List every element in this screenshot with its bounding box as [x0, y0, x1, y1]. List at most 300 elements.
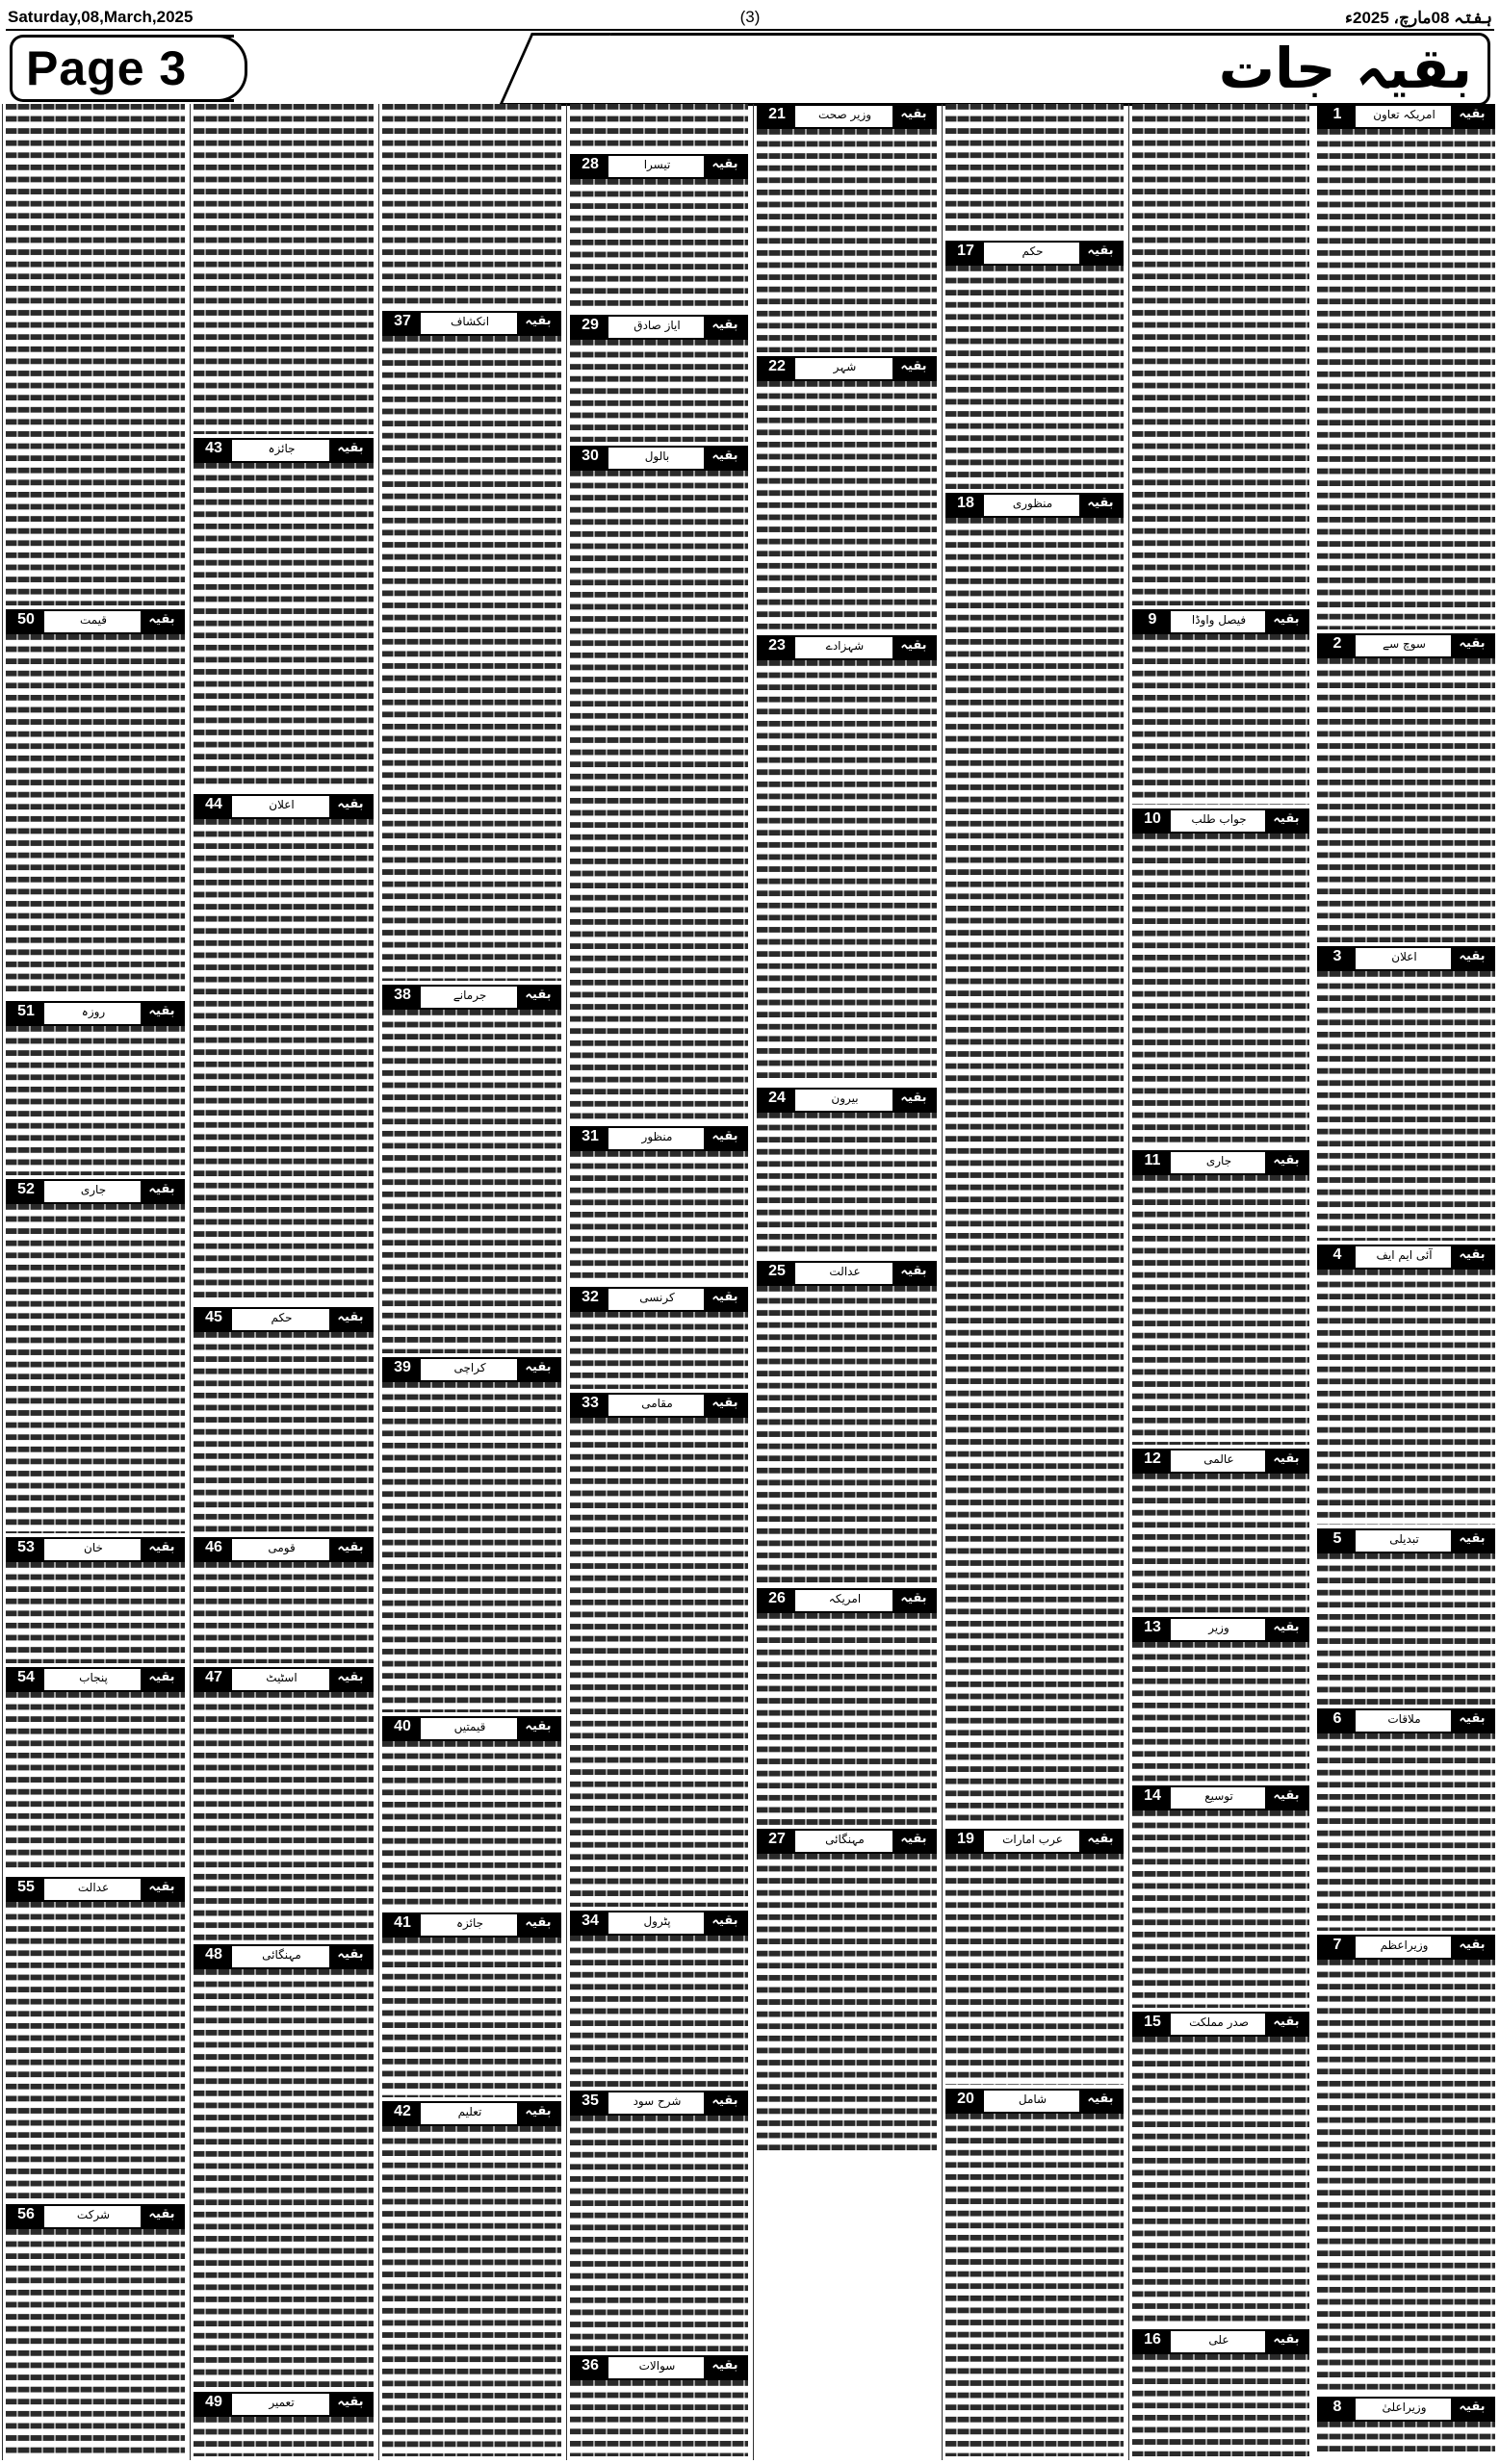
- story-header: [1317, 1935, 1495, 1960]
- story-number: 3: [1319, 948, 1356, 969]
- story-number: 31: [572, 1128, 608, 1149]
- story-number: 25: [759, 1263, 795, 1284]
- story-body-text: [194, 1969, 374, 2388]
- story-title: اعلان: [1391, 950, 1417, 963]
- story-body-text: [6, 1692, 185, 1873]
- story-header: [757, 1829, 937, 1854]
- story-body-text: [570, 179, 748, 311]
- page-label: Page 3: [26, 41, 188, 95]
- story-header: [570, 2091, 748, 2116]
- story-header: [757, 1588, 937, 1613]
- column-6: [378, 104, 564, 2460]
- story-body-text: [1132, 1642, 1309, 1782]
- continued-tag: بقیہ: [1451, 1937, 1493, 1958]
- story-title: حکم: [271, 1311, 293, 1324]
- story-number: 15: [1134, 2014, 1171, 2035]
- story-number: 47: [195, 1669, 232, 1690]
- story-title: عدالت: [829, 1265, 861, 1278]
- story-header: [757, 1261, 937, 1286]
- story-body-text: [6, 2229, 185, 2456]
- story-title: اعلان: [269, 798, 295, 811]
- continued-tag: بقیہ: [704, 1912, 746, 1934]
- story-21: [757, 104, 937, 352]
- story-header: [194, 1667, 374, 1692]
- story-header: [945, 2089, 1124, 2114]
- story-header: [382, 1357, 561, 1382]
- story-body-text: [1317, 129, 1495, 629]
- story-body-text: [1132, 2037, 1309, 2325]
- story-body-text: [945, 266, 1124, 489]
- story-body-text: [1317, 971, 1495, 1241]
- page-label-arc: [218, 35, 247, 102]
- story-body-text: [6, 1902, 185, 2200]
- story-title: سوالات: [638, 2359, 676, 2373]
- story-header: [194, 2392, 374, 2417]
- story-header: [757, 104, 937, 129]
- story-number: 35: [572, 2092, 608, 2114]
- story-number: 23: [759, 637, 795, 658]
- story-body-text: [6, 1026, 185, 1175]
- story-body-text: [382, 1010, 561, 1353]
- story-title: جاری: [80, 1183, 107, 1196]
- story-header: [1132, 609, 1309, 634]
- story-header: [6, 1537, 185, 1562]
- story-title: پنجاب: [79, 1671, 108, 1684]
- story-body-text: [570, 471, 748, 1122]
- story-body-text: [194, 819, 374, 1303]
- story-title: عالمی: [1203, 1452, 1234, 1466]
- continued-tag: بقیہ: [329, 796, 372, 817]
- story-number: 39: [384, 1359, 421, 1380]
- story-body-text: [1317, 1553, 1495, 1705]
- continued-tag: بقیہ: [1451, 1710, 1493, 1732]
- story-title: وزیر: [1208, 1621, 1229, 1634]
- story-number: 5: [1319, 1530, 1356, 1552]
- story-2: [1317, 633, 1495, 942]
- story-17: [945, 241, 1124, 489]
- continued-tag: بقیہ: [517, 987, 559, 1008]
- story-title: وزیراعلیٰ: [1382, 2400, 1427, 2414]
- page-label-box: [10, 35, 234, 102]
- story-number: 12: [1134, 1450, 1171, 1472]
- english-date: Saturday,08,March,2025: [8, 8, 194, 26]
- story-title: حکم: [1022, 244, 1044, 258]
- continued-tag: بقیہ: [141, 1539, 183, 1560]
- story-body-text: [757, 1113, 937, 1257]
- story-body-text: [1132, 1474, 1309, 1613]
- story-number: 52: [8, 1181, 44, 1202]
- continued-tag: بقیہ: [892, 106, 935, 127]
- story-header: [194, 1307, 374, 1332]
- story-number: 49: [195, 2394, 232, 2415]
- story-header: [1132, 1150, 1309, 1175]
- story-title: مہنگائی: [825, 1833, 865, 1846]
- story-title: اسٹیٹ: [266, 1671, 297, 1684]
- story-body-text: [570, 2380, 748, 2456]
- story-number: 13: [1134, 1619, 1171, 1640]
- story-body-text: [194, 1332, 374, 1533]
- story-10: [1132, 808, 1309, 1146]
- story-header: [1317, 1528, 1495, 1553]
- continued-tag: بقیہ: [517, 1914, 559, 1936]
- story-header: [6, 1179, 185, 1204]
- story-title: تعمیر: [269, 2396, 295, 2409]
- story-header: [382, 2101, 561, 2126]
- story-39: [382, 1357, 561, 1712]
- story-header: [382, 1912, 561, 1938]
- story-title: وزیراعظم: [1380, 1938, 1429, 1952]
- story-body-text: [570, 2116, 748, 2351]
- story-number: 43: [195, 440, 232, 461]
- story-header: [6, 609, 185, 634]
- story-27: [757, 1829, 937, 2152]
- story-header: [382, 1716, 561, 1741]
- story-header: [757, 635, 937, 660]
- story-title: عرب امارات: [1002, 1833, 1063, 1846]
- story-30: [570, 446, 748, 1122]
- continued-tag: بقیہ: [141, 611, 183, 632]
- continued-tag: بقیہ: [329, 2394, 372, 2415]
- story-3: [1317, 946, 1495, 1241]
- story-body-text: [194, 2417, 374, 2456]
- story-23: [757, 635, 937, 1084]
- story-14: [1132, 1785, 1309, 2008]
- story-body-text: [6, 1562, 185, 1663]
- story-body-text: [757, 660, 937, 1084]
- story-26: [757, 1588, 937, 1825]
- story-continued: [1132, 104, 1309, 605]
- column-5: [566, 104, 751, 2460]
- story-header: [570, 1126, 748, 1151]
- story-header: [382, 311, 561, 336]
- story-number: 30: [572, 448, 608, 469]
- story-number: 56: [8, 2206, 44, 2227]
- continued-tag: بقیہ: [517, 1359, 559, 1380]
- continued-tag: بقیہ: [892, 358, 935, 379]
- story-body-text: [1317, 1960, 1495, 2393]
- story-13: [1132, 1617, 1309, 1782]
- story-header: [194, 1537, 374, 1562]
- story-number: 38: [384, 987, 421, 1008]
- story-body-text: [1132, 2354, 1309, 2456]
- story-title: کراچی: [453, 1361, 486, 1374]
- story-title: تبدیلی: [1389, 1532, 1419, 1546]
- story-body-text: [194, 104, 374, 434]
- story-title: جائزہ: [455, 1916, 484, 1930]
- story-number: 21: [759, 106, 795, 127]
- continued-tag: بقیہ: [1265, 810, 1307, 832]
- continued-tag: بقیہ: [892, 1263, 935, 1284]
- story-body-text: [570, 1151, 748, 1283]
- story-number: 4: [1319, 1246, 1356, 1268]
- continued-tag: بقیہ: [141, 1003, 183, 1024]
- story-body-text: [382, 1938, 561, 2097]
- story-body-text: [570, 1418, 748, 1907]
- story-number: 53: [8, 1539, 44, 1560]
- story-number: 16: [1134, 2331, 1171, 2352]
- story-header: [570, 154, 748, 179]
- story-body-text: [945, 104, 1124, 237]
- story-body-text: [1132, 1175, 1309, 1445]
- continued-tag: بقیہ: [1451, 948, 1493, 969]
- story-continued: [194, 104, 374, 434]
- continued-tag: بقیہ: [1265, 1787, 1307, 1809]
- story-number: 44: [195, 796, 232, 817]
- story-56: [6, 2204, 185, 2456]
- story-16: [1132, 2329, 1309, 2456]
- story-header: [6, 1001, 185, 1026]
- story-number: 17: [947, 243, 984, 264]
- story-5: [1317, 1528, 1495, 1705]
- story-29: [570, 315, 748, 442]
- story-19: [945, 1829, 1124, 2085]
- story-body-text: [570, 1312, 748, 1389]
- story-9: [1132, 609, 1309, 805]
- story-body-text: [945, 1854, 1124, 2085]
- story-continued: [570, 104, 748, 150]
- story-8: [1317, 2397, 1495, 2456]
- story-header: [945, 1829, 1124, 1854]
- continued-tag: بقیہ: [1265, 2014, 1307, 2035]
- story-title: علی: [1208, 2333, 1229, 2347]
- story-title: توسیع: [1204, 1789, 1233, 1803]
- story-body-text: [194, 1562, 374, 1663]
- section-title: بقیہ جات: [1218, 36, 1472, 101]
- story-body-text: [570, 1936, 748, 2087]
- story-number: 24: [759, 1090, 795, 1111]
- story-53: [6, 1537, 185, 1663]
- story-title: انکشاف: [450, 315, 490, 328]
- story-4: [1317, 1245, 1495, 1525]
- story-51: [6, 1001, 185, 1175]
- continued-tag: بقیہ: [1451, 2399, 1493, 2420]
- story-number: 32: [572, 1289, 608, 1310]
- story-body-text: [382, 104, 561, 307]
- story-body-text: [1317, 2422, 1495, 2456]
- continued-tag: بقیہ: [1265, 2331, 1307, 2352]
- continued-tag: بقیہ: [1265, 1450, 1307, 1472]
- story-number: 27: [759, 1831, 795, 1852]
- story-continued: [382, 104, 561, 307]
- story-49: [194, 2392, 374, 2456]
- continued-tag: بقیہ: [141, 1669, 183, 1690]
- story-header: [570, 1911, 748, 1936]
- story-title: قیمت: [79, 613, 108, 627]
- story-title: شہزادے: [825, 639, 865, 653]
- story-28: [570, 154, 748, 311]
- story-body-text: [1317, 1733, 1495, 1931]
- story-number: 51: [8, 1003, 44, 1024]
- story-continued: [945, 104, 1124, 237]
- story-number: 10: [1134, 810, 1171, 832]
- story-header: [570, 1287, 748, 1312]
- continued-tag: بقیہ: [704, 1289, 746, 1310]
- story-title: جائزہ: [268, 442, 296, 455]
- story-body-text: [382, 1741, 561, 1909]
- story-31: [570, 1126, 748, 1283]
- story-title: شامل: [1018, 2092, 1047, 2106]
- continued-tag: بقیہ: [704, 448, 746, 469]
- story-body-text: [757, 381, 937, 631]
- story-title: خان: [84, 1541, 103, 1554]
- story-number: 6: [1319, 1710, 1356, 1732]
- story-37: [382, 311, 561, 981]
- story-body-text: [570, 340, 748, 442]
- story-41: [382, 1912, 561, 2097]
- story-54: [6, 1667, 185, 1873]
- story-24: [757, 1088, 937, 1257]
- story-title: مہنگائی: [262, 1948, 301, 1962]
- story-header: [945, 493, 1124, 518]
- story-body-text: [6, 104, 185, 605]
- continued-tag: بقیہ: [329, 1309, 372, 1330]
- urdu-date: ہفتہ 08مارچ، 2025ء: [1344, 9, 1492, 27]
- continued-tag: بقیہ: [329, 440, 372, 461]
- story-body-text: [945, 2114, 1124, 2456]
- story-header: [570, 2355, 748, 2380]
- story-title: قیمتیں: [453, 1720, 486, 1733]
- continued-tag: بقیہ: [1265, 1619, 1307, 1640]
- story-header: [570, 315, 748, 340]
- continued-tag: بقیہ: [1451, 1530, 1493, 1552]
- story-number: 8: [1319, 2399, 1356, 2420]
- story-number: 48: [195, 1946, 232, 1967]
- continued-tag: بقیہ: [517, 2103, 559, 2124]
- story-35: [570, 2091, 748, 2351]
- story-25: [757, 1261, 937, 1584]
- story-title: قومی: [268, 1541, 296, 1554]
- story-header: [945, 241, 1124, 266]
- story-20: [945, 2089, 1124, 2456]
- story-38: [382, 985, 561, 1353]
- story-continued: [6, 104, 185, 605]
- continued-tag: بقیہ: [1451, 106, 1493, 127]
- story-34: [570, 1911, 748, 2087]
- section-banner: [554, 33, 1490, 106]
- story-43: [194, 438, 374, 790]
- story-title: بیرون: [831, 1091, 859, 1105]
- story-number: 37: [384, 313, 421, 334]
- story-title: شرح سود: [633, 2094, 682, 2108]
- column-1: [1314, 104, 1498, 2460]
- story-body-text: [1132, 104, 1309, 605]
- story-46: [194, 1537, 374, 1663]
- story-body-text: [945, 518, 1124, 1825]
- story-number: 14: [1134, 1787, 1171, 1809]
- story-title: ملاقات: [1387, 1712, 1421, 1726]
- continued-tag: بقیہ: [517, 313, 559, 334]
- story-header: [194, 438, 374, 463]
- story-number: 54: [8, 1669, 44, 1690]
- continued-tag: بقیہ: [1265, 1152, 1307, 1173]
- story-number: 29: [572, 317, 608, 338]
- continued-tag: بقیہ: [704, 2357, 746, 2378]
- story-title: ایاز صادق: [634, 319, 681, 332]
- story-header: [1317, 1245, 1495, 1270]
- continued-tag: بقیہ: [704, 1128, 746, 1149]
- continued-tag: بقیہ: [704, 156, 746, 177]
- continued-tag: بقیہ: [892, 1090, 935, 1111]
- page-number: (3): [739, 8, 761, 26]
- story-number: 11: [1134, 1152, 1171, 1173]
- story-number: 20: [947, 2091, 984, 2112]
- story-title: کرنسی: [639, 1291, 675, 1304]
- story-header: [570, 1393, 748, 1418]
- story-47: [194, 1667, 374, 1940]
- continued-tag: بقیہ: [704, 317, 746, 338]
- column-7: [190, 104, 376, 2460]
- story-body-text: [757, 1613, 937, 1825]
- story-header: [1132, 2329, 1309, 2354]
- banner-wedge: [499, 33, 611, 106]
- story-header: [1317, 946, 1495, 971]
- story-body-text: [757, 1286, 937, 1584]
- story-6: [1317, 1708, 1495, 1931]
- story-header: [6, 1667, 185, 1692]
- continued-tag: بقیہ: [329, 1946, 372, 1967]
- column-4: [753, 104, 940, 2460]
- story-title: جواب طلب: [1191, 812, 1247, 826]
- story-7: [1317, 1935, 1495, 2393]
- column-8: [2, 104, 188, 2460]
- story-title: شہر: [833, 360, 857, 373]
- story-title: وزیر صحت: [817, 108, 872, 121]
- story-52: [6, 1179, 185, 1533]
- story-body-text: [1132, 834, 1309, 1146]
- story-number: 9: [1134, 611, 1171, 632]
- story-header: [1317, 2397, 1495, 2422]
- story-title: فیصل واوڈا: [1191, 613, 1247, 627]
- story-title: صدر مملکت: [1189, 2015, 1249, 2029]
- story-header: [194, 1944, 374, 1969]
- continued-tag: بقیہ: [1451, 635, 1493, 656]
- story-number: 1: [1319, 106, 1356, 127]
- story-number: 28: [572, 156, 608, 177]
- story-header: [1132, 1449, 1309, 1474]
- continued-tag: بقیہ: [704, 1395, 746, 1416]
- story-1: [1317, 104, 1495, 629]
- story-32: [570, 1287, 748, 1389]
- story-number: 2: [1319, 635, 1356, 656]
- continued-tag: بقیہ: [1265, 611, 1307, 632]
- story-body-text: [1132, 634, 1309, 805]
- story-18: [945, 493, 1124, 1825]
- story-body-text: [194, 463, 374, 790]
- story-15: [1132, 2012, 1309, 2325]
- story-header: [194, 794, 374, 819]
- story-number: 18: [947, 495, 984, 516]
- story-title: منظوری: [1012, 497, 1053, 510]
- story-header: [1132, 1785, 1309, 1810]
- story-title: تعلیم: [457, 2105, 482, 2118]
- story-title: روزہ: [81, 1005, 106, 1018]
- story-title: شرکت: [76, 2208, 111, 2221]
- story-number: 33: [572, 1395, 608, 1416]
- story-title: امریکہ تعاون: [1373, 108, 1435, 121]
- story-40: [382, 1716, 561, 1909]
- continued-tag: بقیہ: [892, 637, 935, 658]
- story-title: امریکہ: [828, 1592, 862, 1605]
- story-48: [194, 1944, 374, 2388]
- story-header: [1132, 1617, 1309, 1642]
- story-header: [6, 2204, 185, 2229]
- continued-tag: بقیہ: [704, 2092, 746, 2114]
- story-number: 40: [384, 1718, 421, 1739]
- top-rule: [6, 29, 1494, 31]
- story-title: سوچ سے: [1383, 637, 1426, 651]
- story-number: 34: [572, 1912, 608, 1934]
- story-number: 7: [1319, 1937, 1356, 1958]
